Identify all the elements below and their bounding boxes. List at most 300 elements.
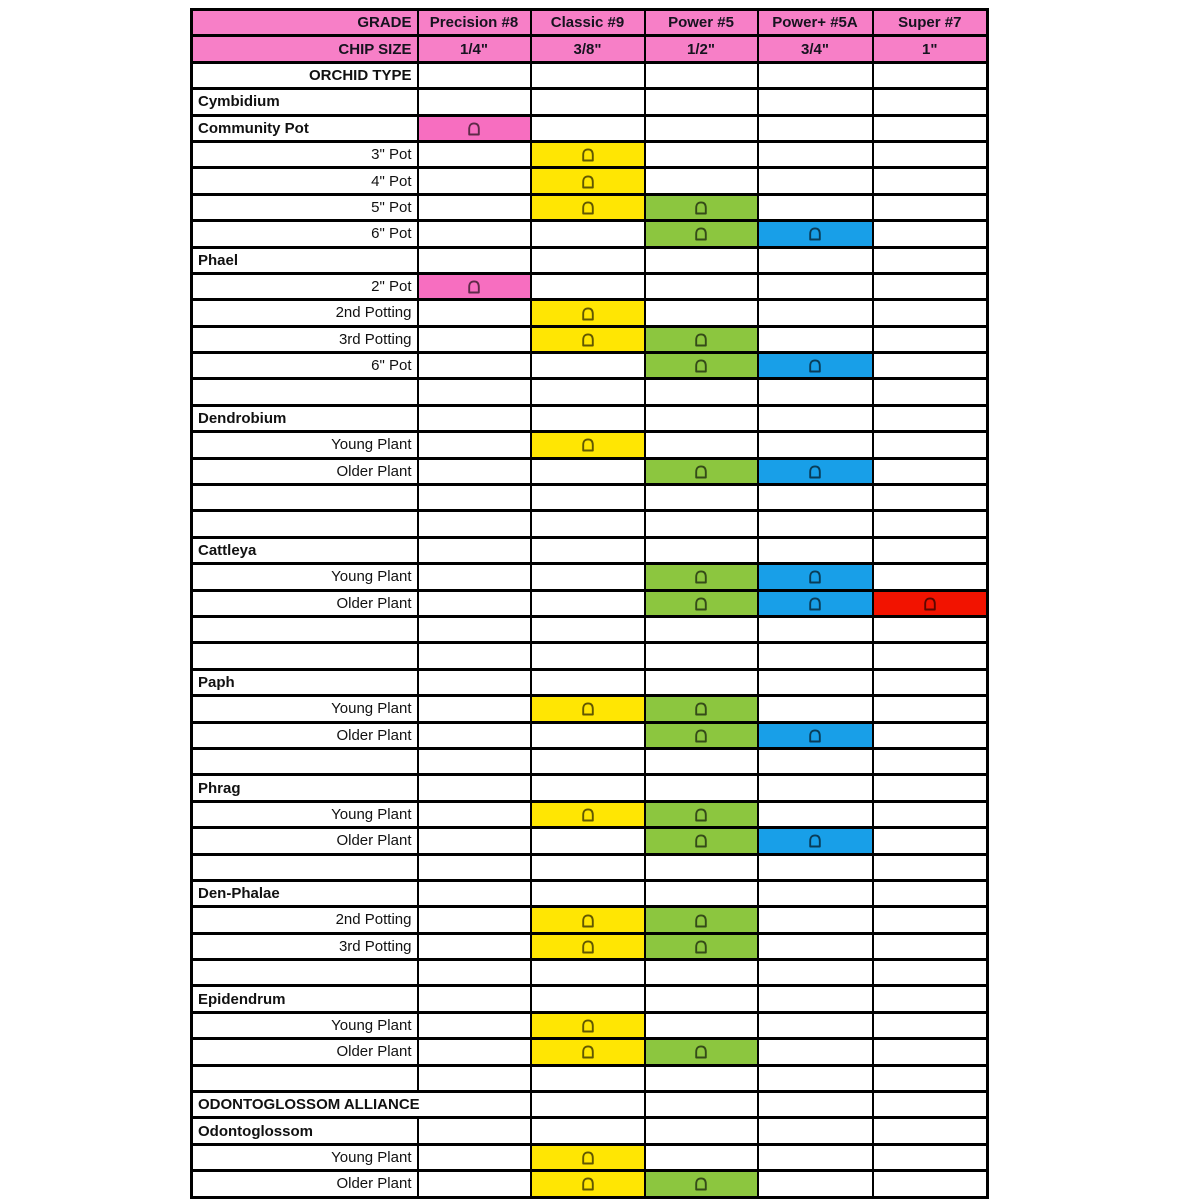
row-label: ORCHID TYPE: [192, 62, 418, 88]
grade-cell: [758, 933, 873, 959]
grade-cell: [531, 511, 645, 537]
grade-cell: [873, 89, 988, 115]
grade-cell: [873, 168, 988, 194]
row-label: Den-Phalae: [192, 880, 418, 906]
grade-cell: [873, 801, 988, 827]
grade-cell: [873, 141, 988, 167]
row-label: Young Plant: [192, 801, 418, 827]
pot-icon: [805, 728, 825, 744]
table-row: [192, 537, 988, 563]
grade-cell: [758, 379, 873, 405]
pot-icon: [691, 701, 711, 717]
table-row: [192, 590, 988, 616]
row-label: 3rd Potting: [192, 933, 418, 959]
pot-icon: [691, 833, 711, 849]
grade-cell-marked: [645, 696, 758, 722]
grade-cell: [418, 221, 531, 247]
grade-cell: [418, 379, 531, 405]
grade-cell-marked: [758, 828, 873, 854]
grade-cell: [758, 1171, 873, 1197]
table-row: [192, 696, 988, 722]
pot-icon: [578, 1176, 598, 1192]
grade-cell: [873, 1039, 988, 1065]
grade-cell: [645, 616, 758, 642]
grade-cell: [758, 273, 873, 299]
pot-icon: [578, 1044, 598, 1060]
orchid-potting-grade-sheet: [190, 8, 989, 1199]
grade-cell-marked: [758, 221, 873, 247]
pot-icon: [805, 464, 825, 480]
grade-cell: [758, 89, 873, 115]
grade-cell: [645, 1092, 758, 1118]
grade-cell-marked: [531, 1171, 645, 1197]
grade-cell: [873, 748, 988, 774]
grade-cell-marked: [531, 801, 645, 827]
table-row: [192, 933, 988, 959]
row-label: Epidendrum: [192, 986, 418, 1012]
grade-cell: [418, 643, 531, 669]
pot-icon: [691, 464, 711, 480]
grade-cell: [418, 986, 531, 1012]
grade-cell: [645, 880, 758, 906]
grade-cell: [418, 62, 531, 88]
empty-row: [192, 854, 988, 880]
grade-cell: [873, 511, 988, 537]
row-label: Older Plant: [192, 1039, 418, 1065]
grade-cell: [418, 405, 531, 431]
grade-cell: [531, 880, 645, 906]
column-header-grade: Super #7: [873, 10, 988, 36]
pot-icon: [691, 807, 711, 823]
pot-icon: [691, 226, 711, 242]
table-row: [192, 828, 988, 854]
table-row: [192, 62, 988, 88]
row-label: Older Plant: [192, 828, 418, 854]
grade-cell: [645, 511, 758, 537]
table-row: [192, 194, 988, 220]
grade-cell-marked: [645, 353, 758, 379]
column-header-chip-size: 1/4": [418, 36, 531, 62]
row-label: 6" Pot: [192, 221, 418, 247]
grade-cell: [758, 432, 873, 458]
grade-cell-marked: [531, 907, 645, 933]
row-label-empty: [192, 960, 418, 986]
grade-cell: [645, 485, 758, 511]
table-row: [192, 775, 988, 801]
grade-cell-marked: [645, 907, 758, 933]
grade-cell: [873, 1012, 988, 1038]
grade-cell-marked: [645, 590, 758, 616]
grade-cell: [873, 696, 988, 722]
grade-cell: [418, 748, 531, 774]
grade-cell: [645, 300, 758, 326]
grade-cell: [645, 986, 758, 1012]
table-row: [192, 405, 988, 431]
grade-cell: [418, 300, 531, 326]
table-row: [192, 1171, 988, 1197]
grade-cell: [418, 1171, 531, 1197]
grade-cell: [758, 616, 873, 642]
grade-cell-marked: [531, 326, 645, 352]
grade-cell-marked: [645, 458, 758, 484]
row-label-empty: [192, 511, 418, 537]
grade-cell-marked: [758, 590, 873, 616]
grade-cell-marked: [645, 828, 758, 854]
grade-cell: [758, 168, 873, 194]
column-header-grade: Precision #8: [418, 10, 531, 36]
grade-cell: [645, 643, 758, 669]
grade-cell: [758, 854, 873, 880]
grade-cell: [418, 696, 531, 722]
grade-cell: [873, 62, 988, 88]
grade-cell: [758, 62, 873, 88]
grade-cell: [531, 405, 645, 431]
grade-cell: [758, 1039, 873, 1065]
table-row: [192, 722, 988, 748]
grade-cell: [758, 537, 873, 563]
grade-cell: [418, 537, 531, 563]
grade-cell: [531, 353, 645, 379]
column-header-grade: Power #5: [645, 10, 758, 36]
grade-cell: [645, 168, 758, 194]
grade-cell: [758, 115, 873, 141]
grade-cell-marked: [645, 564, 758, 590]
grade-cell: [758, 326, 873, 352]
grade-cell: [873, 722, 988, 748]
grade-cell: [418, 590, 531, 616]
pot-icon: [578, 1018, 598, 1034]
grade-cell: [873, 247, 988, 273]
grade-cell: [531, 379, 645, 405]
pot-icon: [691, 728, 711, 744]
pot-icon: [920, 596, 940, 612]
grade-cell: [418, 960, 531, 986]
row-label: Older Plant: [192, 458, 418, 484]
table-row: [192, 458, 988, 484]
header-row-grade: [192, 10, 988, 36]
grade-cell: [418, 89, 531, 115]
pot-icon: [805, 569, 825, 585]
row-label: Young Plant: [192, 1144, 418, 1170]
table-row: [192, 300, 988, 326]
row-label: 6" Pot: [192, 353, 418, 379]
table-row: [192, 1012, 988, 1038]
table-row: [192, 880, 988, 906]
grade-cell-marked: [645, 221, 758, 247]
grade-cell: [758, 1144, 873, 1170]
table-row: [192, 801, 988, 827]
grade-cell: [418, 1118, 531, 1144]
empty-row: [192, 616, 988, 642]
grade-cell: [873, 669, 988, 695]
chip-size-corner-label: CHIP SIZE: [192, 36, 418, 62]
row-label-empty: [192, 854, 418, 880]
grade-cell-marked: [758, 722, 873, 748]
empty-row: [192, 960, 988, 986]
grade-cell: [418, 432, 531, 458]
grade-cell: [531, 854, 645, 880]
row-label-empty: [192, 616, 418, 642]
grade-cell: [873, 458, 988, 484]
pot-icon: [691, 358, 711, 374]
grade-cell: [531, 458, 645, 484]
grade-cell: [873, 326, 988, 352]
grade-cell: [531, 722, 645, 748]
grade-cell: [758, 1092, 873, 1118]
grade-cell: [531, 62, 645, 88]
grade-cell-marked: [531, 1039, 645, 1065]
grade-cell: [873, 353, 988, 379]
pot-icon: [464, 121, 484, 137]
grade-cell: [531, 273, 645, 299]
grade-cell: [758, 801, 873, 827]
grade-cell: [873, 379, 988, 405]
grade-cell: [645, 960, 758, 986]
grade-cell-marked: [418, 115, 531, 141]
grade-cell: [531, 247, 645, 273]
grade-cell: [873, 432, 988, 458]
grade-cell: [418, 511, 531, 537]
grade-cell: [873, 616, 988, 642]
grade-cell: [418, 1065, 531, 1091]
grade-cell: [531, 89, 645, 115]
pot-icon: [805, 833, 825, 849]
row-label: Dendrobium: [192, 405, 418, 431]
grade-cell: [531, 1065, 645, 1091]
grade-cell: [418, 247, 531, 273]
grade-cell-marked: [758, 353, 873, 379]
pot-icon: [578, 332, 598, 348]
row-label: 2nd Potting: [192, 907, 418, 933]
grade-cell: [418, 933, 531, 959]
grade-cell: [645, 247, 758, 273]
grade-cell: [758, 643, 873, 669]
row-label: Older Plant: [192, 1171, 418, 1197]
grade-cell: [758, 141, 873, 167]
table-row: [192, 669, 988, 695]
grade-cell: [418, 1144, 531, 1170]
grade-cell: [758, 986, 873, 1012]
row-label: Young Plant: [192, 696, 418, 722]
grade-cell-marked: [531, 696, 645, 722]
row-label: Cymbidium: [192, 89, 418, 115]
grade-cell-marked: [758, 564, 873, 590]
pot-icon: [691, 939, 711, 955]
grade-cell: [758, 775, 873, 801]
grade-cell: [873, 880, 988, 906]
grade-cell: [873, 194, 988, 220]
grade-cell-marked: [531, 933, 645, 959]
grade-cell: [645, 62, 758, 88]
pot-icon: [578, 807, 598, 823]
grade-cell: [873, 1118, 988, 1144]
grade-cell: [645, 1012, 758, 1038]
grade-cell: [758, 1065, 873, 1091]
grade-cell: [531, 537, 645, 563]
pot-icon: [578, 939, 598, 955]
table-body: [192, 10, 988, 1198]
grade-cell: [758, 696, 873, 722]
row-label: Paph: [192, 669, 418, 695]
grade-cell-marked: [531, 168, 645, 194]
table-row: [192, 221, 988, 247]
grade-cell: [873, 564, 988, 590]
row-label: Young Plant: [192, 432, 418, 458]
grade-cell: [418, 141, 531, 167]
grade-cell-marked: [418, 273, 531, 299]
grade-cell: [531, 960, 645, 986]
row-label-empty: [192, 1065, 418, 1091]
grade-cell: [873, 960, 988, 986]
grade-cell-marked: [531, 141, 645, 167]
grade-cell: [873, 1065, 988, 1091]
grade-cell: [531, 828, 645, 854]
grade-cell-marked: [645, 933, 758, 959]
row-label-empty: [192, 485, 418, 511]
grade-cell: [758, 669, 873, 695]
grade-cell-marked: [645, 194, 758, 220]
grade-cell: [645, 775, 758, 801]
empty-row: [192, 485, 988, 511]
grade-cell: [645, 748, 758, 774]
row-label: 2nd Potting: [192, 300, 418, 326]
column-header-chip-size: 3/8": [531, 36, 645, 62]
row-label-empty: [192, 379, 418, 405]
grade-cell: [873, 907, 988, 933]
grade-cell: [873, 1171, 988, 1197]
grade-cell: [531, 616, 645, 642]
grade-cell: [531, 643, 645, 669]
table-row: [192, 1118, 988, 1144]
grade-cell: [758, 1118, 873, 1144]
grade-cell: [531, 221, 645, 247]
grade-cell: [531, 590, 645, 616]
grade-cell: [758, 1012, 873, 1038]
grade-cell: [531, 564, 645, 590]
row-label: Young Plant: [192, 1012, 418, 1038]
pot-icon: [578, 437, 598, 453]
table-row: [192, 432, 988, 458]
row-label: 4" Pot: [192, 168, 418, 194]
grade-cell: [873, 1144, 988, 1170]
grade-cell: [645, 854, 758, 880]
grade-cell: [418, 1039, 531, 1065]
grade-cell-marked: [531, 432, 645, 458]
grade-cell: [873, 854, 988, 880]
grade-cell: [758, 960, 873, 986]
pot-icon: [691, 569, 711, 585]
pot-icon: [578, 1150, 598, 1166]
pot-icon: [578, 701, 598, 717]
grade-cell: [645, 1065, 758, 1091]
grade-cell: [418, 326, 531, 352]
grade-cell: [531, 986, 645, 1012]
grade-cell: [418, 194, 531, 220]
table-row: [192, 247, 988, 273]
row-label: 5" Pot: [192, 194, 418, 220]
column-header-chip-size: 1": [873, 36, 988, 62]
row-label: 3" Pot: [192, 141, 418, 167]
empty-row: [192, 379, 988, 405]
grade-cell: [418, 775, 531, 801]
grade-cell: [873, 485, 988, 511]
grade-cell: [758, 485, 873, 511]
grade-cell: [873, 300, 988, 326]
grade-cell: [645, 1118, 758, 1144]
row-label: ODONTOGLOSSOM ALLIANCE: [192, 1092, 531, 1118]
pot-icon: [464, 279, 484, 295]
grade-cell-marked: [531, 194, 645, 220]
grade-cell: [873, 1092, 988, 1118]
row-label: Cattleya: [192, 537, 418, 563]
grade-cell: [758, 748, 873, 774]
row-label: 2" Pot: [192, 273, 418, 299]
grade-cell: [873, 221, 988, 247]
grade-cell: [418, 854, 531, 880]
pot-icon: [578, 913, 598, 929]
grade-chip-size-table: [190, 8, 989, 1199]
pot-icon: [691, 1176, 711, 1192]
grade-cell: [758, 300, 873, 326]
grade-cell: [531, 1118, 645, 1144]
grade-cell: [418, 458, 531, 484]
row-label: Phrag: [192, 775, 418, 801]
pot-icon: [691, 596, 711, 612]
row-label: Older Plant: [192, 722, 418, 748]
grade-cell: [645, 273, 758, 299]
grade-cell: [758, 880, 873, 906]
grade-cell: [645, 405, 758, 431]
grade-cell: [645, 141, 758, 167]
row-label: Young Plant: [192, 564, 418, 590]
table-row: [192, 907, 988, 933]
grade-cell: [418, 1012, 531, 1038]
grade-cell-marked: [645, 1171, 758, 1197]
column-header-chip-size: 3/4": [758, 36, 873, 62]
grade-cell: [645, 379, 758, 405]
grade-cell-marked: [645, 801, 758, 827]
grade-cell: [758, 247, 873, 273]
grade-cell: [758, 511, 873, 537]
column-header-grade: Power+ #5A: [758, 10, 873, 36]
header-row-chip-size: [192, 36, 988, 62]
table-row: [192, 326, 988, 352]
grade-cell: [873, 986, 988, 1012]
grade-cell: [873, 537, 988, 563]
pot-icon: [805, 596, 825, 612]
grade-cell: [418, 801, 531, 827]
grade-cell: [645, 669, 758, 695]
grade-cell: [418, 828, 531, 854]
grade-cell: [645, 89, 758, 115]
column-header-grade: Classic #9: [531, 10, 645, 36]
table-row: [192, 89, 988, 115]
grade-cell: [873, 775, 988, 801]
grade-cell: [873, 115, 988, 141]
column-header-chip-size: 1/2": [645, 36, 758, 62]
grade-cell-marked: [531, 1144, 645, 1170]
grade-cell-marked: [645, 722, 758, 748]
table-row: [192, 1092, 988, 1118]
empty-row: [192, 511, 988, 537]
grade-cell-marked: [645, 326, 758, 352]
pot-icon: [691, 913, 711, 929]
grade-cell-marked: [758, 458, 873, 484]
grade-cell: [531, 748, 645, 774]
table-row: [192, 273, 988, 299]
grade-cell: [418, 564, 531, 590]
grade-cell: [418, 907, 531, 933]
